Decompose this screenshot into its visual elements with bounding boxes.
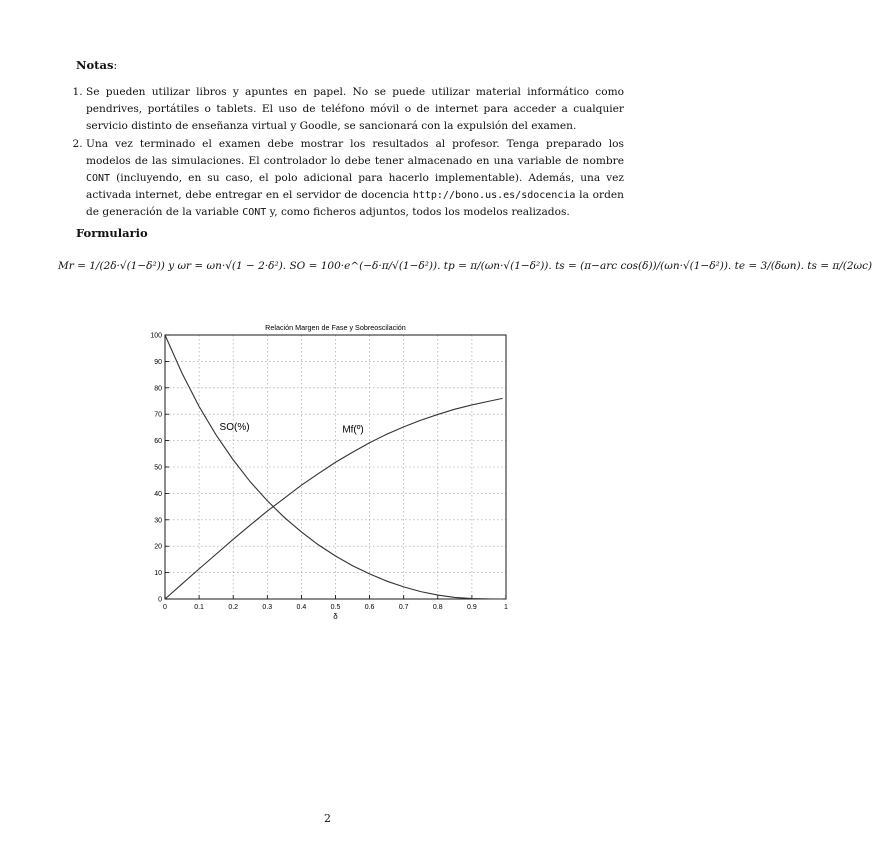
y-tick-label: 20	[154, 543, 162, 551]
x-tick-label: 1	[504, 604, 508, 611]
y-tick-label: 10	[154, 570, 162, 578]
note-text: Una vez terminado el examen debe mostrar los resultados al profesor. Tenga preparado los modelos de las simulaciones. El controlador lo debe tener almacenado en una variable de nombre	[86, 138, 624, 167]
series-label: Mf(º)	[342, 424, 364, 436]
note-code: http://bono.us.es/sdocencia	[412, 190, 576, 201]
notes-title: Notas	[76, 58, 114, 72]
y-tick-label: 90	[154, 358, 162, 366]
note-text: (incluyendo, en su caso, el polo adicional para hacerlo implementable). Además, una vez activada internet, debe entregar en el servidor de docencia	[86, 172, 624, 201]
y-tick-label: 30	[154, 517, 162, 525]
note-text: Se pueden utilizar libros y apuntes en papel. No se puede utilizar material informático como pendrives, portátiles o tablets. El uso de teléfono móvil o de internet para acceder a cualquier servicio distinto de enseñanza virtual y Goodle, se sancionará con la expulsión del examen.	[86, 86, 624, 132]
x-axis-label: δ	[333, 612, 338, 621]
note-text: y, como ficheros adjuntos, todos los modelos realizados.	[266, 206, 570, 218]
formulario-heading: Formulario	[76, 226, 148, 240]
y-tick-label: 70	[154, 411, 162, 419]
x-tick-label: 0.2	[228, 604, 239, 611]
chart-title: Relación Margen de Fase y Sobreoscilación	[265, 323, 406, 332]
x-tick-label: 0.9	[467, 604, 477, 611]
note-text: la orden de generación de la variable	[86, 189, 624, 218]
notes-list	[60, 84, 624, 222]
y-tick-label: 0	[158, 596, 162, 604]
series-label: SO(%)	[219, 422, 250, 434]
chart	[140, 316, 530, 626]
notes-heading: Notas:	[76, 58, 118, 72]
x-tick-label: 0.7	[398, 604, 409, 611]
note-item	[86, 84, 624, 135]
x-tick-label: 0.4	[296, 604, 307, 611]
page-number: 2	[324, 812, 331, 825]
note-code: CONT	[86, 173, 111, 184]
y-tick-label: 50	[154, 464, 162, 472]
note-item	[86, 136, 624, 221]
y-tick-label: 80	[154, 385, 162, 393]
note-code: CONT	[242, 207, 267, 218]
y-tick-label: 40	[154, 490, 162, 498]
y-tick-label: 100	[150, 332, 162, 340]
formula-line: Mr = 1/(2δ·√(1−δ²)) y ωr = ωn·√(1 − 2·δ²). SO = 100·e^(−δ·π/√(1−δ²)). tp = π/(ωn·√(1−δ²)). ts = (π−arc cos(δ))/(ωn·√(1−δ²)). te = 3/(δωn). ts = π/(2ωc)	[58, 260, 872, 272]
x-tick-label: 0.3	[262, 604, 273, 611]
x-tick-label: 0.8	[432, 604, 443, 611]
x-tick-label: 0.1	[194, 604, 204, 611]
x-tick-label: 0.5	[330, 604, 341, 611]
x-tick-label: 0	[163, 604, 167, 611]
y-tick-label: 60	[154, 438, 162, 446]
x-tick-label: 0.6	[364, 604, 375, 611]
